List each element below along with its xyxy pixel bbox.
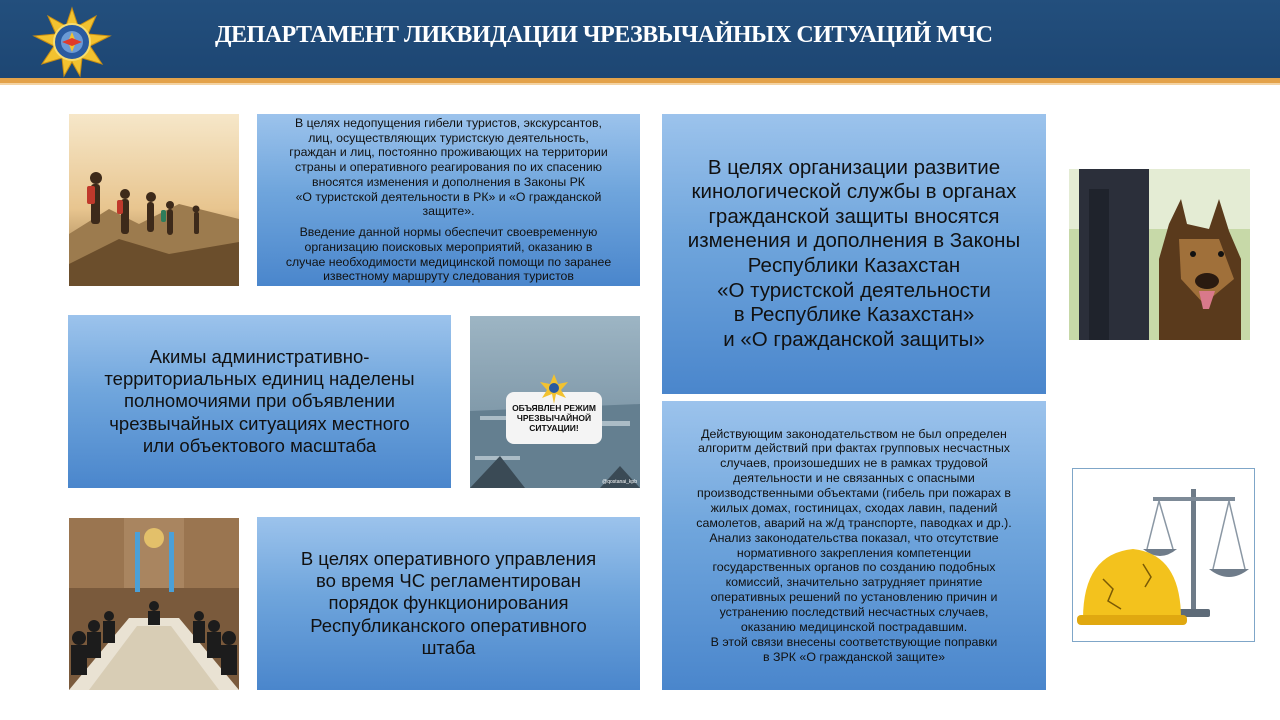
emergency-sign-text: ОБЪЯВЛЕН РЕЖИМ ЧРЕЗВЫЧАЙНОЙ СИТУАЦИИ! [512, 403, 596, 434]
operational-headquarters-meeting-photo [69, 518, 239, 690]
hikers-photo [69, 114, 239, 286]
justice-scales-helmet-photo [1072, 468, 1255, 642]
header-accent-stripe-light [0, 83, 1280, 85]
tourism-law-box [257, 114, 640, 286]
service-dog-photo [1069, 169, 1250, 340]
page-title: ДЕПАРТАМЕНТ ЛИКВИДАЦИИ ЧРЕЗВЫЧАЙНЫХ СИТУАЦИЙ МЧС [215, 22, 993, 48]
cynology-service-box: В целях организации развитие кинологической службы в органах гражданской защиты вносятся изменения и дополнения в Законы Республики Казахстан «О туристской деятельности в Республике Казахстан» и «О гражданской защиты» [662, 114, 1046, 394]
emergency-ministry-emblem-icon [30, 6, 114, 76]
legislation-analysis-box: Действующим законодательством не был определен алгоритм действий при фактах групповых несчастных случаев, произошедших не в рамках трудовой деятельности и не связанных с опасными производственными объектами (гибель при пожарах в жилых домах, гостиницах, сходах лавин, падений самолетов, аварий на ж/д транспорте, паводках и др.). Анализ законодательства показал, что отсутствие нормативного закрепления компетенции государственных органов по созданию подобных комиссий, значительно затрудняет принятие оперативных решений по установлению причин и устранению последствий несчастных случаев, оказанию медицинской пострадавшим. В этой связи внесены соответствующие поправки в ЗРК «О гражданской защите» [662, 401, 1046, 690]
tourism-paragraph-1: В целях недопущения гибели туристов, экскурсантов, лиц, осуществляющих туристскую деятельность, граждан и лиц, постоянно проживающих на территории страны и оперативного реагирования по их спасению вносятся изменения и дополнения в Законы РК «О туристской деятельности в РК» и «О гражданской защите». [289, 115, 608, 219]
tourism-paragraph-2: Введение данной нормы обеспечит своевременную организацию поисковых мероприятий, оказанию в случае необходимости медицинской помощи по заранее известному маршруту следования туристов [285, 225, 612, 284]
emergency-announcement-photo [470, 316, 640, 488]
akims-authority-box: Акимы административно- территориальных единиц наделены полномочиями при объявлении чрезвычайных ситуациях местного или объектового масштаба [68, 315, 451, 488]
headquarters-box: В целях оперативного управления во время ЧС регламентирован порядок функционирования Республиканского оперативного штаба [257, 517, 640, 690]
photo-credit: @qostanai_kpb [602, 479, 637, 485]
